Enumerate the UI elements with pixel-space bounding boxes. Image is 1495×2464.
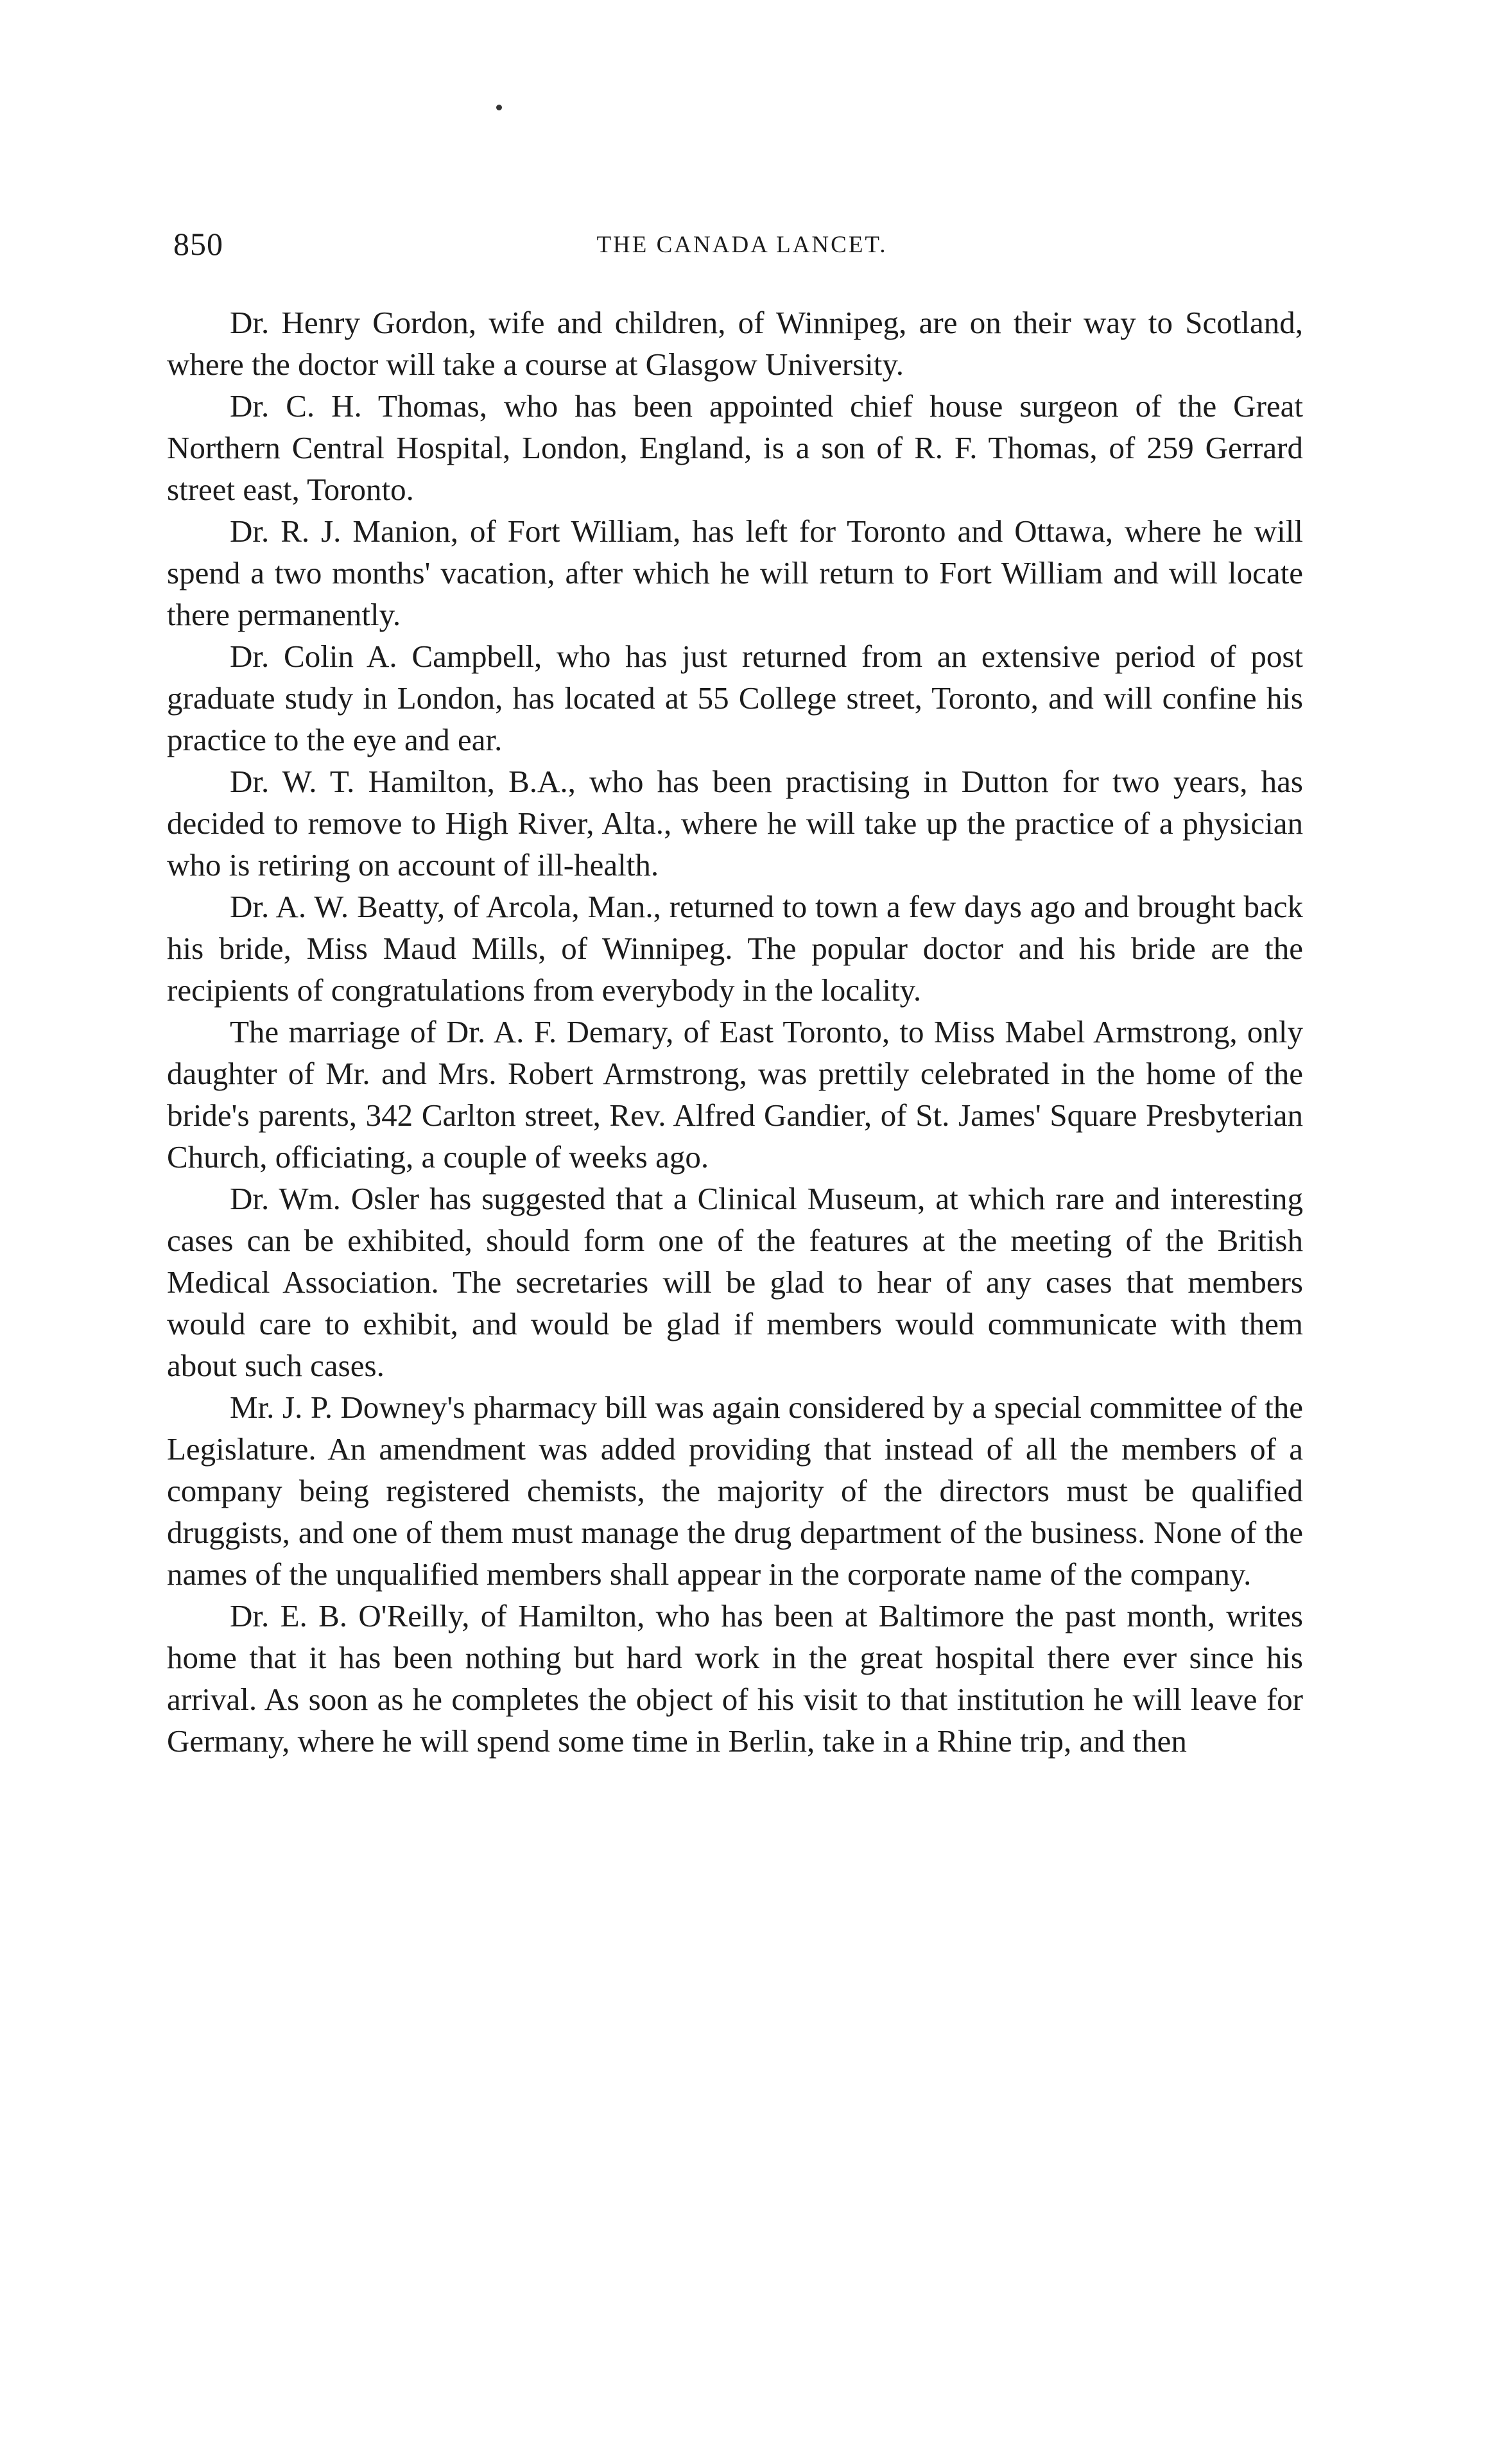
running-head: THE CANADA LANCET. [596, 232, 888, 258]
paragraph-ch-thomas: Dr. C. H. Thomas, who has been appointed chief house surgeon of the Great Northern Central Hospital, London, England, is a son of R. F. Thomas, of 259 Gerrard street east, Toronto. [167, 388, 1303, 507]
paragraph-pharmacy-bill: Mr. J. P. Downey's pharmacy bill was again considered by a special committee of the Legislature. An amendment was added providing that instead of all the members of a company being registered chemists, the majority of the directors must be qualified druggists, and one of them must manage the drug department of the business. None of the names of the unqualified members shall appear in the corporate name of the company. [167, 1390, 1303, 1592]
paragraph-demary-marriage: The marriage of Dr. A. F. Demary, of East Toronto, to Miss Mabel Armstrong, only daughter of Mr. and Mrs. Robert Armstrong, was prettily celebrated in the home of the bride's parents, 342 Carlton street, Rev. Alfred Gandier, of St. James' Square Presbyterian Church, officiating, a couple of weeks ago. [167, 1014, 1303, 1175]
paragraph-wt-hamilton: Dr. W. T. Hamilton, B.A., who has been practising in Dutton for two years, has decided to remove to High River, Alta., where he will take up the practice of a physician who is retiring on account of ill-health. [167, 764, 1303, 883]
paragraph-colin-campbell: Dr. Colin A. Campbell, who has just returned from an extensive period of post graduate study in London, has located at 55 College street, Toronto, and will confine his practice to the eye and ear. [167, 639, 1303, 757]
paragraph-rj-manion: Dr. R. J. Manion, of Fort William, has left for Toronto and Ottawa, where he will spend a two months' vacation, after which he will return to Fort William and will locate there permanently. [167, 513, 1303, 632]
paragraph-henry-gordon: Dr. Henry Gordon, wife and children, of Winnipeg, are on their way to Scotland, where the doctor will take a course at Glasgow University. [167, 305, 1303, 382]
ink-speck [496, 105, 502, 110]
paragraph-eb-oreilly: Dr. E. B. O'Reilly, of Hamilton, who has been at Baltimore the past month, writes home that it has been nothing but hard work in the great hospital there ever since his arrival. As soon as he completes the object of his visit to that institution he will leave for Germany, where he will spend some time in Berlin, take in a Rhine trip, and then [167, 1598, 1303, 1759]
paragraph-aw-beatty: Dr. A. W. Beatty, of Arcola, Man., returned to town a few days ago and brought back his bride, Miss Maud Mills, of Winnipeg. The popular doctor and his bride are the recipients of congratulations from everybody in the locality. [167, 889, 1303, 1008]
page-number: 850 [173, 226, 223, 262]
article-text [167, 302, 1303, 1762]
paragraph-osler-museum: Dr. Wm. Osler has suggested that a Clinical Museum, at which rare and interesting cases can be exhibited, should form one of the features at the meeting of the British Medical Association. The secretaries will be glad to hear of any cases that members would care to exhibit, and would be glad if members would communicate with them about such cases. [167, 1181, 1303, 1383]
